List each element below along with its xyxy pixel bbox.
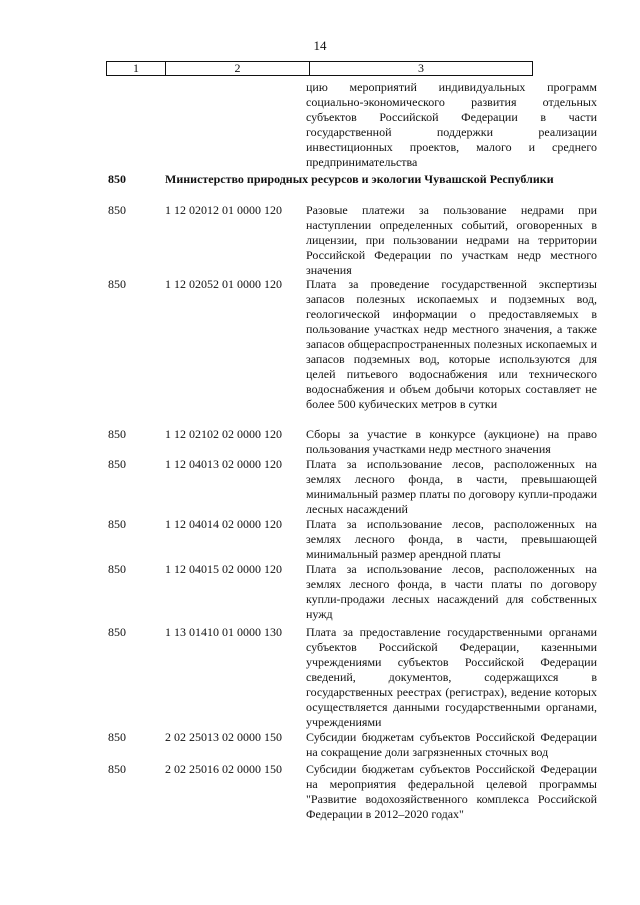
admin-code: 850 — [108, 427, 126, 441]
kbk-code: 1 12 02102 02 0000 120 — [165, 427, 282, 441]
kbk-code: 1 12 02012 01 0000 120 — [165, 203, 282, 217]
admin-code: 850 — [108, 730, 126, 744]
column-header-3: 3 — [309, 62, 532, 75]
revenue-description: Субсидии бюджетам субъектов Российской Федерации на мероприятия федеральной целевой программы "Развитие водохозяйственного комплекса Российской Федерации в 2012–2020 годах" — [306, 762, 597, 821]
table-column-header — [106, 61, 533, 76]
column-header-2: 2 — [165, 62, 309, 75]
admin-code: 850 — [108, 203, 126, 217]
kbk-code: 1 12 02052 01 0000 120 — [165, 277, 282, 291]
admin-code: 850 — [108, 517, 126, 531]
page-number: 14 — [313, 38, 327, 53]
revenue-description: Плата за использование лесов, расположенных на землях лесного фонда, в части, превышающей минимальный размер платы по договору купли-продажи лесных насаждений — [306, 457, 597, 516]
revenue-description: Плата за использование лесов, расположенных на землях лесного фонда, в части, превышающей минимальный размер арендной платы — [306, 517, 597, 561]
revenue-description: Разовые платежи за пользование недрами при наступлении определенных событий, оговоренных в лицензии, при пользовании недрами на территории Российской Федерации по участкам недр местного значения — [306, 203, 597, 277]
kbk-code: 2 02 25016 02 0000 150 — [165, 762, 282, 776]
revenue-description: Сборы за участие в конкурсе (аукционе) на право пользования участками недр местного значения — [306, 427, 597, 456]
admin-code: 850 — [108, 625, 126, 639]
admin-code: 850 — [108, 762, 126, 776]
revenue-description: Плата за проведение государственной экспертизы запасов полезных ископаемых и подземных вод, геологической информации о предоставляемых в пользование участках недр местного значения, а также запасов общераспространенных полезных ископаемых и запасов подземных вод, которые используются для целей питьевого водоснабжения или технического водоснабжения и объем добычи которых составляет не более 500 кубических метров в сутки — [306, 277, 597, 411]
continuation-text: цию мероприятий индивидуальных программ социально-экономического развития отдельных субъектов Российской Федерации в части государственной поддержки реализации инвестиционных проектов, малого и среднего предпринимательства — [306, 80, 597, 169]
kbk-code: 1 12 04014 02 0000 120 — [165, 517, 282, 531]
admin-code: 850 — [108, 277, 126, 291]
admin-code: 850 — [108, 562, 126, 576]
admin-code: 850 — [108, 457, 126, 471]
revenue-description: Субсидии бюджетам субъектов Российской Федерации на сокращение доли загрязненных сточных вод — [306, 730, 597, 759]
kbk-code: 1 12 04013 02 0000 120 — [165, 457, 282, 471]
kbk-code: 1 12 04015 02 0000 120 — [165, 562, 282, 576]
ministry-code: 850 — [108, 172, 126, 186]
kbk-code: 1 13 01410 01 0000 130 — [165, 625, 282, 639]
revenue-description: Плата за использование лесов, расположенных на землях лесного фонда, в части платы по договору купли-продажи лесных насаждений для собственных нужд — [306, 562, 597, 621]
ministry-name: Министерство природных ресурсов и экологии Чувашской Республики — [165, 172, 554, 186]
column-header-1: 1 — [133, 61, 139, 75]
revenue-description: Плата за предоставление государственными органами субъектов Российской Федерации, казенными учреждениями субъектов Российской Федерации сведений, документов, содержащихся в государственных реестрах (регистрах), ведение которых осуществляется данными государственными органами, учреждениями — [306, 625, 597, 729]
kbk-code: 2 02 25013 02 0000 150 — [165, 730, 282, 744]
